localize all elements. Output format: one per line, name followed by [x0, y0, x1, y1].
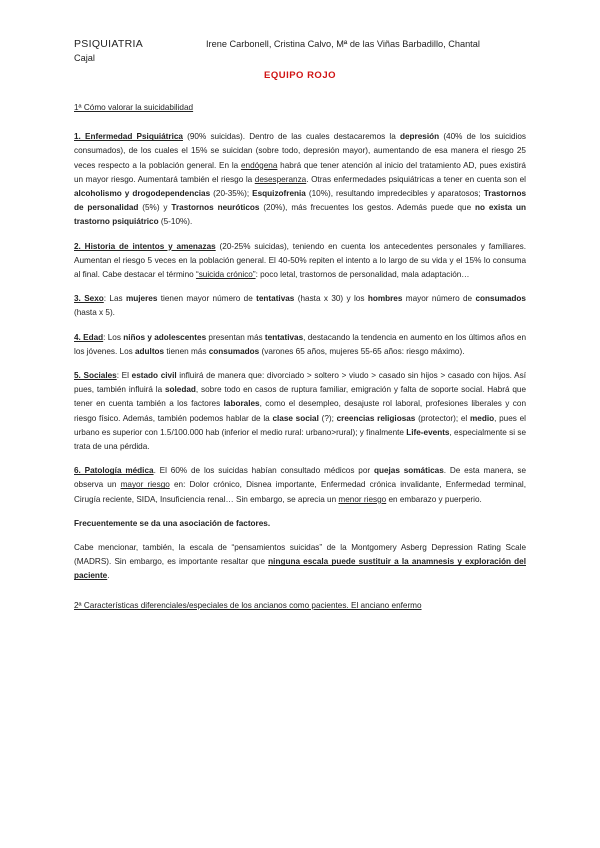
header-authors: Irene Carbonell, Cristina Calvo, Mª de las Viñas Barbadillo, Chantal [206, 39, 480, 49]
paragraph-madrs: Cabe mencionar, también, la escala de “pensamientos suicidas” de la Montgomery Asberg Depression Rating Scale (MADRS). Sin embargo, es importante resaltar que ninguna escala puede sustituir a la anamnesis y exploración del paciente. [74, 543, 526, 581]
paragraph-enfermedad-psiquiatrica: 1. Enfermedad Psiquiátrica (90% suicidas). Dentro de las cuales destacaremos la depresión (40% de los suicidios consumados), de los cuales el 15% se suicidan (sobre todo, depresión mayor), aumentando de esa manera el riesgo 25 veces respecto a la población general. En la endógena habrá que tener atención al inicio del tratamiento AD, pues existirá un mayor riesgo. Aumentará también el riesgo la desesperanza. Otras enfermedades psiquiátricas a tener en cuenta son el alcoholismo y drogodependencias (20-35%); Esquizofrenia (10%), resultando impredecibles y aparatosos; Trastornos de personalidad (5%) y Trastornos neuróticos (20%), más frecuentes los gestos. Además puede que no exista un trastorno psiquiátrico (5-10%). [74, 132, 527, 227]
document-title: EQUIPO ROJO [263, 70, 336, 81]
paragraph-patologia-medica: 6. Patología médica. El 60% de los suicidas habían consultado médicos por quejas somáticas. De esta manera, se observa un mayor riesgo en: Dolor crónico, Disnea importante, Enfermedad crónica invalidante, Enfermedad terminal, Cirugía reciente, SIDA, Insuficiencia renal… Sin embargo, se aprecia un menor riesgo en embarazo y puerperio. [74, 466, 527, 504]
document-body [74, 101, 526, 623]
header-subject: PSIQUIATRIA [74, 38, 144, 50]
paragraph-edad: 4. Edad: Los niños y adolescentes presentan más tentativas, destacando la tendencia en aumento en los últimos años en los jóvenes. Los adultos tienen más consumados (varones 65 años, mujeres 55-65 años: riesgo máximo). [74, 332, 527, 356]
section-heading-1: 1ª Cómo valorar la suicidabilidad [74, 103, 194, 112]
header-authors-continued: Cajal [74, 53, 95, 63]
paragraph-historia-intentos: 2. Historia de intentos y amenazas (20-25% suicidas), teniendo en cuenta los antecedentes personales y familiares. Aumentan el riesgo 5 veces en la población general. El 40-50% repiten el intento a lo largo de su vida y el 15% lo consuma al final. Cabe destacar el término “suicida crónico”: poco letal, trastornos de personalidad, mala adaptación… [74, 241, 527, 280]
paragraph-sociales: 5. Sociales: El estado civil influirá de manera que: divorciado > soltero > viudo > casado sin hijos > casado con hijos. Así pues, también influirá la soledad, sobre todo en casos de ruptura familiar, emigración y falta de soporte social. Habrá que tener en cuenta también a los factores laborales, como el desempleo, desajuste rol laboral, profesiones liberales y con riesgo físico. Además, también podemos hablar de la clase social (?); creencias religiosas (protector); el medio, pues el urbano es superior con 1.5/100.000 hab (inferior el medio rural: urbano>rural); y finalmente Life-events, especialmente si se trata de una pérdida. [74, 371, 526, 452]
paragraph-sexo: 3. Sexo: Las mujeres tienen mayor número de tentativas (hasta x 30) y los hombres mayor número de consumados (hasta x 5). [74, 294, 526, 318]
paragraph-asociacion-factores: Frecuentemente se da una asociación de factores. [74, 518, 271, 528]
page-header [74, 37, 534, 65]
section-heading-2: 2ª Características diferenciales/especiales de los ancianos como pacientes. El anciano enfermo [74, 600, 422, 610]
